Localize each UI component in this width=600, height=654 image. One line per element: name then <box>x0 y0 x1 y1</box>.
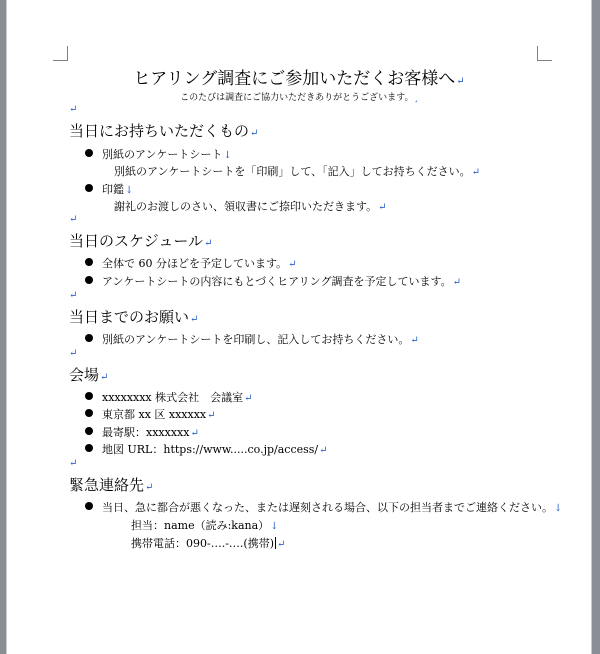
list-item-detail: 謝礼のお渡しのさい、領収書にご捺印いただきます。↵ <box>114 200 387 213</box>
bullet-icon <box>85 149 93 157</box>
bullet-icon <box>85 276 93 284</box>
document-title: ヒアリング調査にご参加いただくお客様へ↵ <box>133 69 465 89</box>
section-heading-venue: 会場↵ <box>69 366 109 384</box>
list-item: 全体で 60 分ほどを予定しています。↵ <box>85 255 297 271</box>
bullet-icon <box>85 184 93 192</box>
empty-paragraph: ↵ <box>69 348 78 359</box>
bullet-icon <box>85 409 93 417</box>
section-heading-bring-items: 当日にお持ちいただくもの↵ <box>69 122 259 140</box>
bullet-icon <box>85 392 93 400</box>
empty-paragraph: ↵ <box>69 214 78 225</box>
bullet-icon <box>85 258 93 266</box>
list-item: 印鑑↓ <box>85 181 133 197</box>
contact-phone: 携帯電話：090-….-….(携帯) ↵ <box>131 537 286 550</box>
bullet-icon <box>85 427 93 435</box>
text-cursor <box>275 537 276 549</box>
bullet-icon <box>85 334 93 342</box>
empty-paragraph: ↵ <box>69 290 78 301</box>
list-item: 別紙のアンケートシートを印刷し、記入してお持ちください。↵ <box>85 331 419 347</box>
section-heading-requests: 当日までのお願い↵ <box>69 308 199 326</box>
document-subtitle: このたびは調査にご協力いただきありがとうございます。˼ <box>180 92 418 103</box>
list-item: 地図 URL：https://www.....co.jp/access/↵ <box>85 441 328 457</box>
list-item: 東京都 xx 区 xxxxxx↵ <box>85 406 216 422</box>
list-item: 当日、急に都合が悪くなった、または遅刻される場合、以下の担当者までご連絡ください。↓ <box>85 499 562 515</box>
list-item: xxxxxxxx 株式会社 会議室↵ <box>85 389 253 405</box>
empty-paragraph: ↵ <box>69 104 78 115</box>
bullet-icon <box>85 502 93 510</box>
list-item-detail: 別紙のアンケートシートを「印刷」して、「記入」してお持ちください。↵ <box>114 165 481 178</box>
list-item: 別紙のアンケートシート↓ <box>85 146 232 162</box>
document-page[interactable] <box>6 0 592 654</box>
section-heading-schedule: 当日のスケジュール↵ <box>69 232 213 250</box>
list-item: 最寄駅：xxxxxxx↵ <box>85 424 199 440</box>
bullet-icon <box>85 444 93 452</box>
document-body[interactable] <box>7 0 591 654</box>
list-item: アンケートシートの内容にもとづくヒアリング調査を予定しています。↵ <box>85 273 461 289</box>
contact-person: 担当：name（読み:kana）↓ <box>131 519 279 532</box>
section-heading-emergency-contact: 緊急連絡先↵ <box>69 476 154 494</box>
empty-paragraph: ↵ <box>69 458 78 469</box>
